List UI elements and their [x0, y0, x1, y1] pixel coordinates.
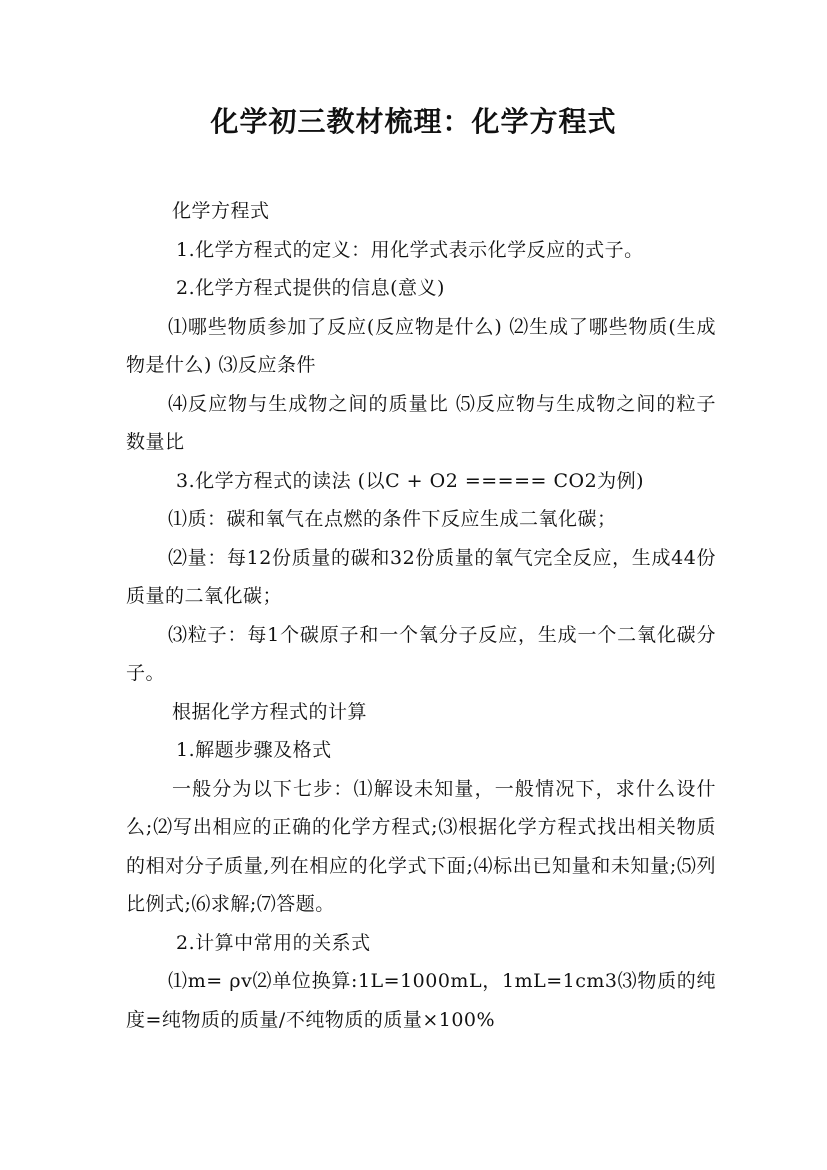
paragraph-reading-quantity: ⑵量：每12份质量的碳和32份质量的氧气完全反应，生成44份质量的二氧化碳；: [126, 546, 716, 607]
paragraph-meaning-2: ⑷反应物与生成物之间的质量比 ⑸反应物与生成物之间的粒子数量比: [126, 392, 716, 453]
paragraph-relations: ⑴m= ρv⑵单位换算:1L=1000mL，1mL=1cm3⑶物质的纯度=纯物质的质量/不纯物质的质量×100%: [126, 970, 716, 1031]
paragraph-relations-heading: 2.计算中常用的关系式: [176, 931, 371, 954]
paragraph-steps: 一般分为以下七步：⑴解设未知量，一般情况下，求什么设什么;⑵写出相应的正确的化学方程式;⑶根据化学方程式找出相关物质的相对分子质量,列在相应的化学式下面;⑷标出已知量和未知量;⑸列比例式;⑹求解;⑺答题。: [126, 777, 716, 915]
paragraph-reading-quality: ⑴质：碳和氧气在点燃的条件下反应生成二氧化碳；: [168, 508, 617, 530]
section-heading-calculation: 根据化学方程式的计算: [172, 700, 368, 723]
paragraph-meaning-1: ⑴哪些物质参加了反应(反应物是什么) ⑵生成了哪些物质(生成物是什么) ⑶反应条件: [126, 315, 716, 376]
paragraph-reading-heading: 3.化学方程式的读法 (以C + O2 ===== CO2为例): [176, 469, 645, 492]
paragraph-reading-particle: ⑶粒子：每1个碳原子和一个氧分子反应，生成一个二氧化碳分子。: [126, 623, 716, 684]
paragraph-definition: 1.化学方程式的定义：用化学式表示化学反应的式子。: [176, 238, 644, 261]
document-body: [126, 192, 716, 1039]
paragraph-steps-heading: 1.解题步骤及格式: [176, 739, 332, 761]
paragraph-meaning-heading: 2.化学方程式提供的信息(意义): [176, 277, 445, 299]
section-heading-equation: 化学方程式: [172, 200, 270, 222]
document-title: 化学初三教材梳理：化学方程式: [210, 105, 617, 138]
